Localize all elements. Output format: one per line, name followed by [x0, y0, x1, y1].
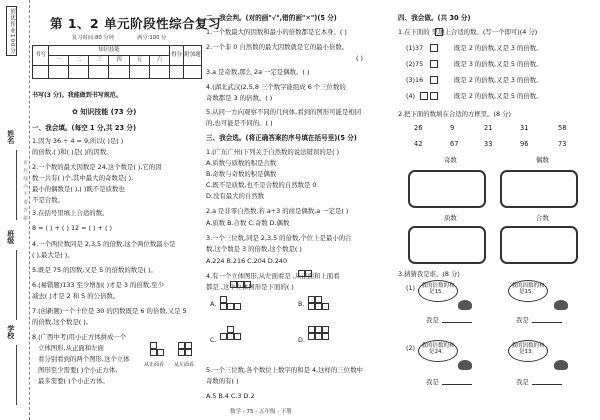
hedgehog-icon — [458, 360, 472, 370]
answer-label: 我是 — [426, 316, 439, 324]
number: 31 — [520, 124, 529, 132]
bubble-guess-1-right: 我的因数的和是15。 — [508, 280, 548, 302]
score-part-1: 一 — [49, 56, 69, 66]
guess-1-number: (1) — [406, 284, 416, 292]
name-line — [16, 150, 17, 220]
number: 96 — [520, 140, 529, 148]
part2-title: 二、我会判。(对的画"√",错的画"✕")(5 分) — [206, 14, 337, 22]
score-cell — [49, 66, 69, 79]
option-b-solid — [308, 296, 329, 310]
part3-q2-opts: A.质数 B.合数 C.奇数 D.偶数 — [206, 219, 290, 227]
part3-q5: 5.一个三位数,各个数位上数字的和是 4,这样的三位数中 — [206, 366, 363, 374]
fill-text-2: 既是 3 的倍数,又是 5 的倍数。 — [454, 60, 543, 68]
skills-title: ✿ 知识技能 (73 分) — [72, 108, 137, 116]
answer-line[interactable] — [442, 384, 472, 385]
fill-text-1: 既是 2 的倍数,又是 3 的倍数。 — [454, 44, 543, 52]
part4-q1: 1.在下面的 里填上合适的数。(写一个即可)(4 分) — [398, 28, 538, 36]
part4-q2: 2.把下面的数填在合适的方框里。(8 分) — [398, 110, 512, 118]
guess-2-number: (2) — [406, 344, 416, 352]
fill-box-3 — [430, 76, 438, 84]
answer-label: 我是 — [426, 378, 439, 386]
number: 73 — [558, 140, 567, 148]
full-score: 满分:100 分 — [137, 35, 167, 41]
score-col-writing: 书写 — [33, 46, 49, 66]
fill-text-4: 既是 2 的倍数,又是 5 的倍数。 — [454, 92, 543, 100]
page-title: 第 1、2 单元阶段性综合复习 — [50, 16, 222, 31]
bubble-guess-1-left: 我的倍数的和是15。 — [418, 280, 458, 302]
left-view-diagram — [178, 342, 192, 356]
part1-line-17: 立体图形,从正面和左面 — [38, 344, 104, 352]
part3-title: 三、我会选。(将正确答案的序号填在括号里)(5 分) — [206, 134, 357, 142]
part1-line-7: 3.在括号里填上合适的数。 — [32, 209, 109, 217]
fill-num-2: (2)75 — [406, 60, 424, 68]
brand-label: 创优作业100分 — [6, 6, 17, 56]
page-footer: 数学 - 75 - 五年级 · 下册 — [230, 409, 292, 415]
fill-num-4: (4) — [406, 92, 416, 100]
box-label-prime: 质数 — [444, 214, 457, 222]
box-label-even: 偶数 — [536, 156, 549, 164]
part2-line-6: 奇数都是 3 的倍数。( ) — [206, 94, 273, 102]
part1-line-16: 8.(广西中考)用小正方体拼成一个 — [32, 333, 127, 341]
part1-line-6: 不是合数。 — [32, 196, 64, 204]
bubble-guess-2-right: 我的因数的和是13。 — [508, 340, 548, 362]
answer-line[interactable] — [532, 384, 562, 385]
part3-q4: 4.有一个立体图形,从左面看是 ,从正面和上面看 — [206, 272, 340, 280]
part3-q1-opt-d: D.没有最大的自然数 — [206, 192, 265, 200]
number: 42 — [414, 140, 423, 148]
score-cell — [33, 66, 49, 79]
part2-line-2: 2.一个非 0 自然数的最大因数就是它的最小倍数。 — [206, 43, 349, 51]
score-cell — [69, 66, 89, 79]
name-label: 姓名 — [6, 130, 15, 144]
number: 67 — [450, 140, 459, 148]
score-col-extra: 附加题 — [184, 46, 202, 66]
binding-margin — [0, 0, 30, 420]
bubble-guess-2-left: 我的倍数的和是24。 — [418, 340, 458, 362]
even-number-box[interactable] — [500, 170, 578, 208]
score-col-skills: 知识技能 — [49, 46, 170, 56]
binding-notice: 密 封 线 内 不 要 答 题 — [22, 160, 28, 222]
front-view-glyph — [230, 281, 251, 288]
number: 33 — [484, 140, 493, 148]
part3-q3: 3.一个三位数,同是 2,3,5 的倍数,个位上是最小的合 — [206, 234, 352, 242]
school-label: 学校 — [6, 325, 15, 339]
prime-number-box[interactable] — [408, 226, 486, 264]
answer-line[interactable] — [442, 322, 472, 323]
score-cell — [184, 66, 202, 79]
option-c-label: C. — [210, 336, 217, 344]
part3-q3-opts: A.224 B.216 C.204 D.240 — [206, 257, 288, 265]
odd-number-box[interactable] — [408, 170, 486, 208]
part3-q5-opts: A.5 B.4 C.3 D.2 — [206, 392, 255, 400]
fill-box-1 — [430, 44, 438, 52]
class-label: 班级 — [6, 230, 15, 244]
part3-q1-opt-b: B.奇数与奇数的积是偶数 — [206, 170, 277, 178]
score-cell — [149, 66, 169, 79]
score-part-2: 二 — [69, 56, 89, 66]
answer-label: 我是 — [516, 316, 529, 324]
part1-line-4: 数一共有( )个,其中最大的奇数是( ), — [32, 174, 134, 182]
part1-line-10: ( ),最大是( )。 — [32, 251, 74, 259]
score-part-3: 三 — [89, 56, 109, 66]
part3-q4b: 都是 ,这个立体图形是下面的( ) — [206, 283, 294, 291]
part3-q5b: 奇数的有( ) — [206, 377, 239, 385]
score-part-6: 六 — [149, 56, 169, 66]
answer-label: 我是 — [516, 378, 529, 386]
number: 58 — [558, 124, 567, 132]
hedgehog-icon — [458, 300, 472, 310]
writing-note: 书写(3 分)。我能做到书写规范。 — [32, 92, 122, 99]
part1-line-20: 最多需要( )个小正方体。 — [38, 377, 109, 385]
composite-number-box[interactable] — [500, 226, 578, 264]
part2-line-1: 1.一个数最大的因数和最小的倍数都是它本身。( ) — [206, 28, 347, 36]
part1-line-2: 的倍数,( )和( )是( )的因数。 — [32, 148, 113, 156]
class-line — [16, 250, 17, 320]
hedgehog-icon — [554, 300, 568, 310]
review-time: 复习时间:80 分钟 — [72, 35, 114, 41]
part1-title: 一、我会填。(每空 1 分,共 23 分) — [32, 124, 137, 132]
front-view-diagram — [150, 342, 164, 356]
part1-line-5: 最小的偶数是( ),( )既不是质数也 — [32, 185, 125, 193]
box-label-odd: 奇数 — [444, 156, 457, 164]
part1-line-3: 2.一个数的最大因数是 24,这个数是( ),它的因 — [32, 163, 162, 171]
score-cell — [89, 66, 109, 79]
part1-line-11: 5.既是 75 的因数,又是 5 的倍数的数是( )。 — [32, 266, 157, 274]
left-view-label: 从左面看 — [174, 362, 195, 368]
fill-box-4a — [420, 92, 428, 100]
score-cell — [170, 66, 184, 79]
fill-num-3: (3)16 — [406, 76, 424, 84]
box-label-composite: 合数 — [536, 214, 549, 222]
part1-line-15: 的倍数,这个数是( )。 — [32, 318, 93, 326]
part1-line-8: 8 = ( ) + ( ) 12 = ( ) + ( ) — [32, 224, 112, 232]
part3-q1: 1.(广东广州)下列关于自然数的说法错误的是( ) — [206, 148, 340, 156]
option-d-label: D. — [298, 336, 305, 344]
option-b-label: B. — [298, 300, 305, 308]
fill-box-4b — [430, 92, 438, 100]
part2-line-5: 4.(湖北武汉)2,5,8 三个数字能组成 6 个三位数的 — [206, 83, 346, 91]
answer-box — [435, 28, 443, 36]
part1-line-19: 图形至少需要( )个小正方体, — [38, 366, 118, 374]
score-part-4: 四 — [109, 56, 129, 66]
option-a-label: A. — [210, 300, 217, 308]
part4-q3: 3.猜猜我是谁。(8 分) — [398, 270, 460, 278]
school-line — [16, 345, 17, 405]
part1-line-13: 减去( )才是 2 和 5 的公倍数。 — [32, 292, 120, 300]
hedgehog-icon — [554, 360, 568, 370]
number: 9 — [450, 124, 455, 132]
part3-q1-opt-c: C.既不是质数,也不是合数的自然数是 0 — [206, 181, 317, 189]
score-col-total: 得分 — [170, 46, 184, 66]
part3-q1-opt-a: A.质数与质数的积是合数 — [206, 159, 277, 167]
front-view-label: 从正面看 — [144, 362, 165, 368]
left-view-glyph — [298, 270, 312, 277]
part2-line-3: ( ) — [356, 54, 364, 62]
fill-text-3: 既是 2 的倍数,又是 3 的倍数。 — [454, 76, 543, 84]
score-part-5: 五 — [129, 56, 149, 66]
option-d-solid — [308, 326, 329, 340]
part1-line-18: 看分别看到的两个图形,这个立体 — [38, 355, 130, 363]
part4-title: 四、我会做。(共 30 分) — [398, 14, 471, 22]
option-a-solid — [220, 296, 241, 310]
option-c-solid — [220, 326, 241, 340]
answer-line[interactable] — [532, 322, 562, 323]
score-cell — [109, 66, 129, 79]
part3-q3b: 数,这个数是 3 的倍数,这个数是( ) — [206, 245, 302, 253]
number: 21 — [484, 124, 493, 132]
fill-num-1: (1)37 — [406, 44, 424, 52]
part2-line-4: 3.a 是奇数,那么 2a 一定是偶数。( ) — [206, 68, 310, 76]
part3-q2: 2.a 是非零自然数,若 a÷3 的商是偶数,a 一定是( ) — [206, 207, 349, 215]
part1-line-12: 6.(易错题)133 至少增加( )才是 3 的倍数,至少 — [32, 281, 164, 289]
part2-line-7: 5.从同一方向观察不同的几何体,看到的图形可能是相同 — [206, 108, 362, 116]
number: 26 — [414, 124, 423, 132]
score-table — [32, 45, 202, 79]
part1-line-1: 1.因为 36 ÷ 4 = 9,所以( )是( ) — [32, 137, 124, 145]
score-cell — [129, 66, 149, 79]
fill-box-2 — [430, 60, 438, 68]
part1-line-9: 4.一个两位数同是 2,3,5 的倍数,这个两位数最小是 — [32, 240, 176, 248]
part1-line-14: 7.(创新题)一个十位是 30 的因数既是 6 的倍数,又是 5 — [32, 307, 187, 315]
part2-line-8: 的,也可能是不同的。( ) — [206, 119, 273, 127]
